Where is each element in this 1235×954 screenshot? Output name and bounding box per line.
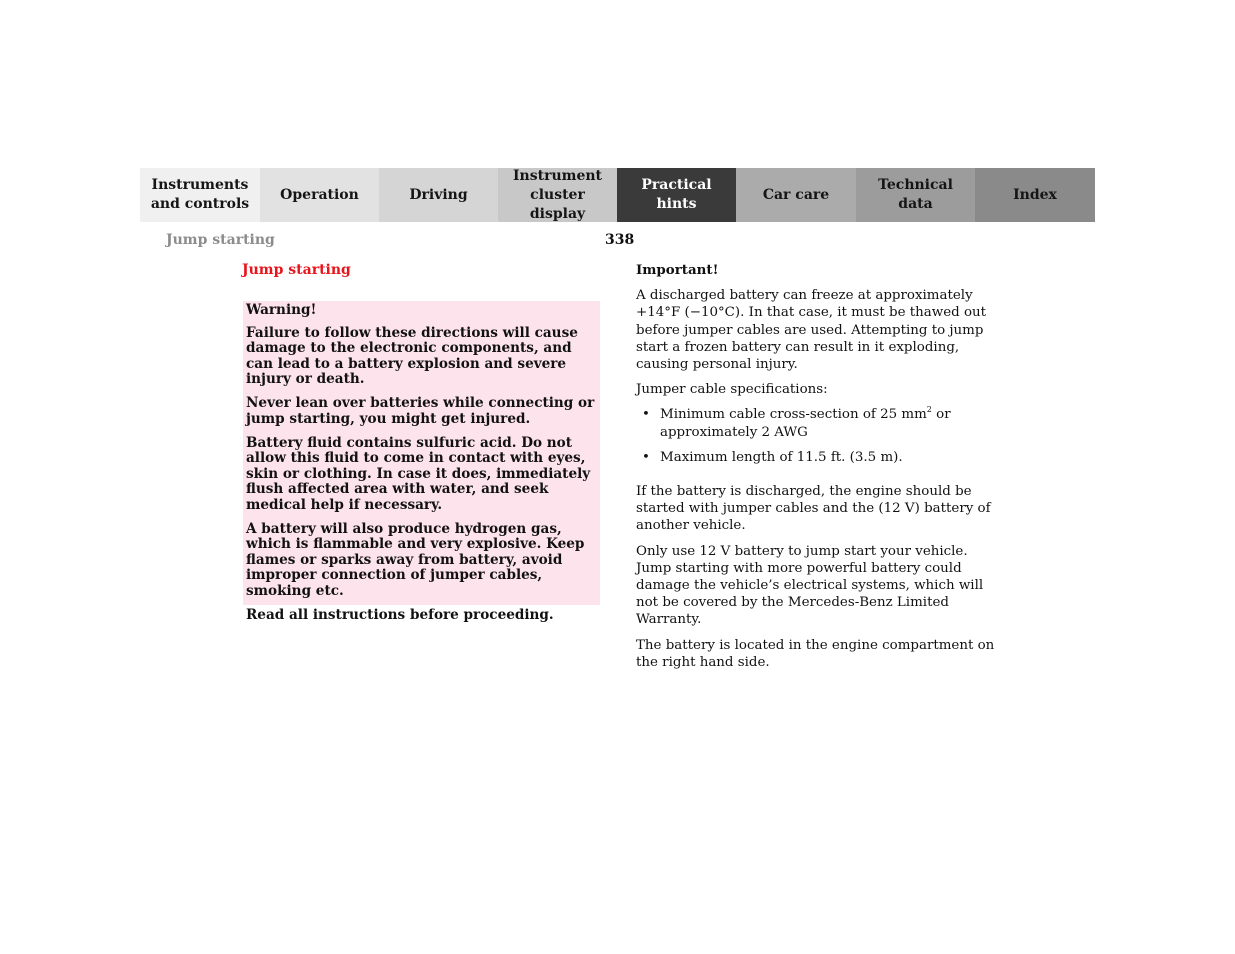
tab-label-line: Instruments [151, 177, 249, 193]
spec-item-text: Minimum cable cross-section of 25 mm [660, 407, 927, 423]
tab-practical-hints[interactable] [617, 168, 736, 222]
body-column [636, 262, 998, 679]
bullet-icon: • [642, 449, 650, 465]
tab-label-line: Technical [878, 177, 953, 193]
tab-label: Practical hints [641, 177, 712, 212]
tab-label-line: cluster display [529, 186, 586, 222]
tab-label-line: data [898, 196, 933, 212]
body-paragraph: If the battery is discharged, the engine should be started with jumper cables and the (12 V) battery of another vehicle. [636, 484, 991, 534]
warning-paragraph: Never lean over batteries while connecting or jump starting, you might get injured. [246, 395, 595, 427]
warning-paragraph: A battery will also produce hydrogen gas, which is flammable and very explosive. Keep flames or sparks away from battery, avoid improper connection of jumper cables, smoking etc. [246, 520, 585, 600]
tab-instrument-cluster-display[interactable] [498, 168, 617, 222]
specs-list [636, 406, 998, 466]
tab-driving[interactable] [379, 168, 498, 222]
section-title: Jump starting [166, 232, 275, 248]
tab-index[interactable] [975, 168, 1095, 222]
tab-operation[interactable] [260, 168, 379, 222]
tab-label: Operation [280, 186, 359, 203]
tab-instruments-and-controls[interactable] [140, 168, 260, 222]
tab-label: Driving [409, 186, 468, 203]
section-tab-bar [140, 168, 1095, 222]
important-text: A discharged battery can freeze at approximately +14°F (−10°C). In that case, it must be thawed out before jumper cables are used. Attempting to jump start a frozen battery can result in it exploding, causing personal injury. [636, 288, 987, 373]
tab-label-line: Instrument [513, 167, 602, 184]
important-title: Important! [636, 262, 719, 278]
warning-paragraph: Battery fluid contains sulfuric acid. Do not allow this fluid to come in contact with eyes, skin or clothing. In case it does, immediately flush affected area with water, and seek medical help if necessary. [246, 434, 591, 513]
warning-paragraph: Failure to follow these directions will cause damage to the electronic components, and can lead to a battery explosion and severe injury or death. [246, 324, 578, 388]
tab-label: Car care [762, 186, 830, 203]
superscript: 2 [926, 405, 932, 415]
body-paragraph: Only use 12 V battery to jump start your vehicle. Jump starting with more powerful battery could damage the vehicle’s electrical systems, which will not be covered by the Mercedes-Benz Limited Warranty. [636, 543, 984, 628]
warning-paragraph: Read all instructions before proceeding. [246, 606, 554, 623]
spec-item-text: Maximum length of 11.5 ft. (3.5 m). [660, 449, 903, 465]
bullet-icon: • [642, 407, 650, 423]
warning-box [243, 301, 600, 623]
tab-label-line: and controls [150, 196, 250, 212]
tab-car-care[interactable] [736, 168, 856, 222]
list-item [636, 449, 998, 466]
tab-label: Index [1013, 186, 1057, 203]
body-paragraph: The battery is located in the engine compartment on the right hand side. [636, 637, 995, 670]
page-heading: Jump starting [242, 262, 351, 278]
spec-item-tail: or approximately 2 AWG [660, 407, 951, 440]
specs-intro: Jumper cable specifications: [636, 382, 828, 398]
warning-title: Warning! [246, 302, 317, 318]
tab-technical-data[interactable] [856, 168, 975, 222]
list-item [636, 406, 998, 440]
page-number: 338 [605, 232, 635, 248]
